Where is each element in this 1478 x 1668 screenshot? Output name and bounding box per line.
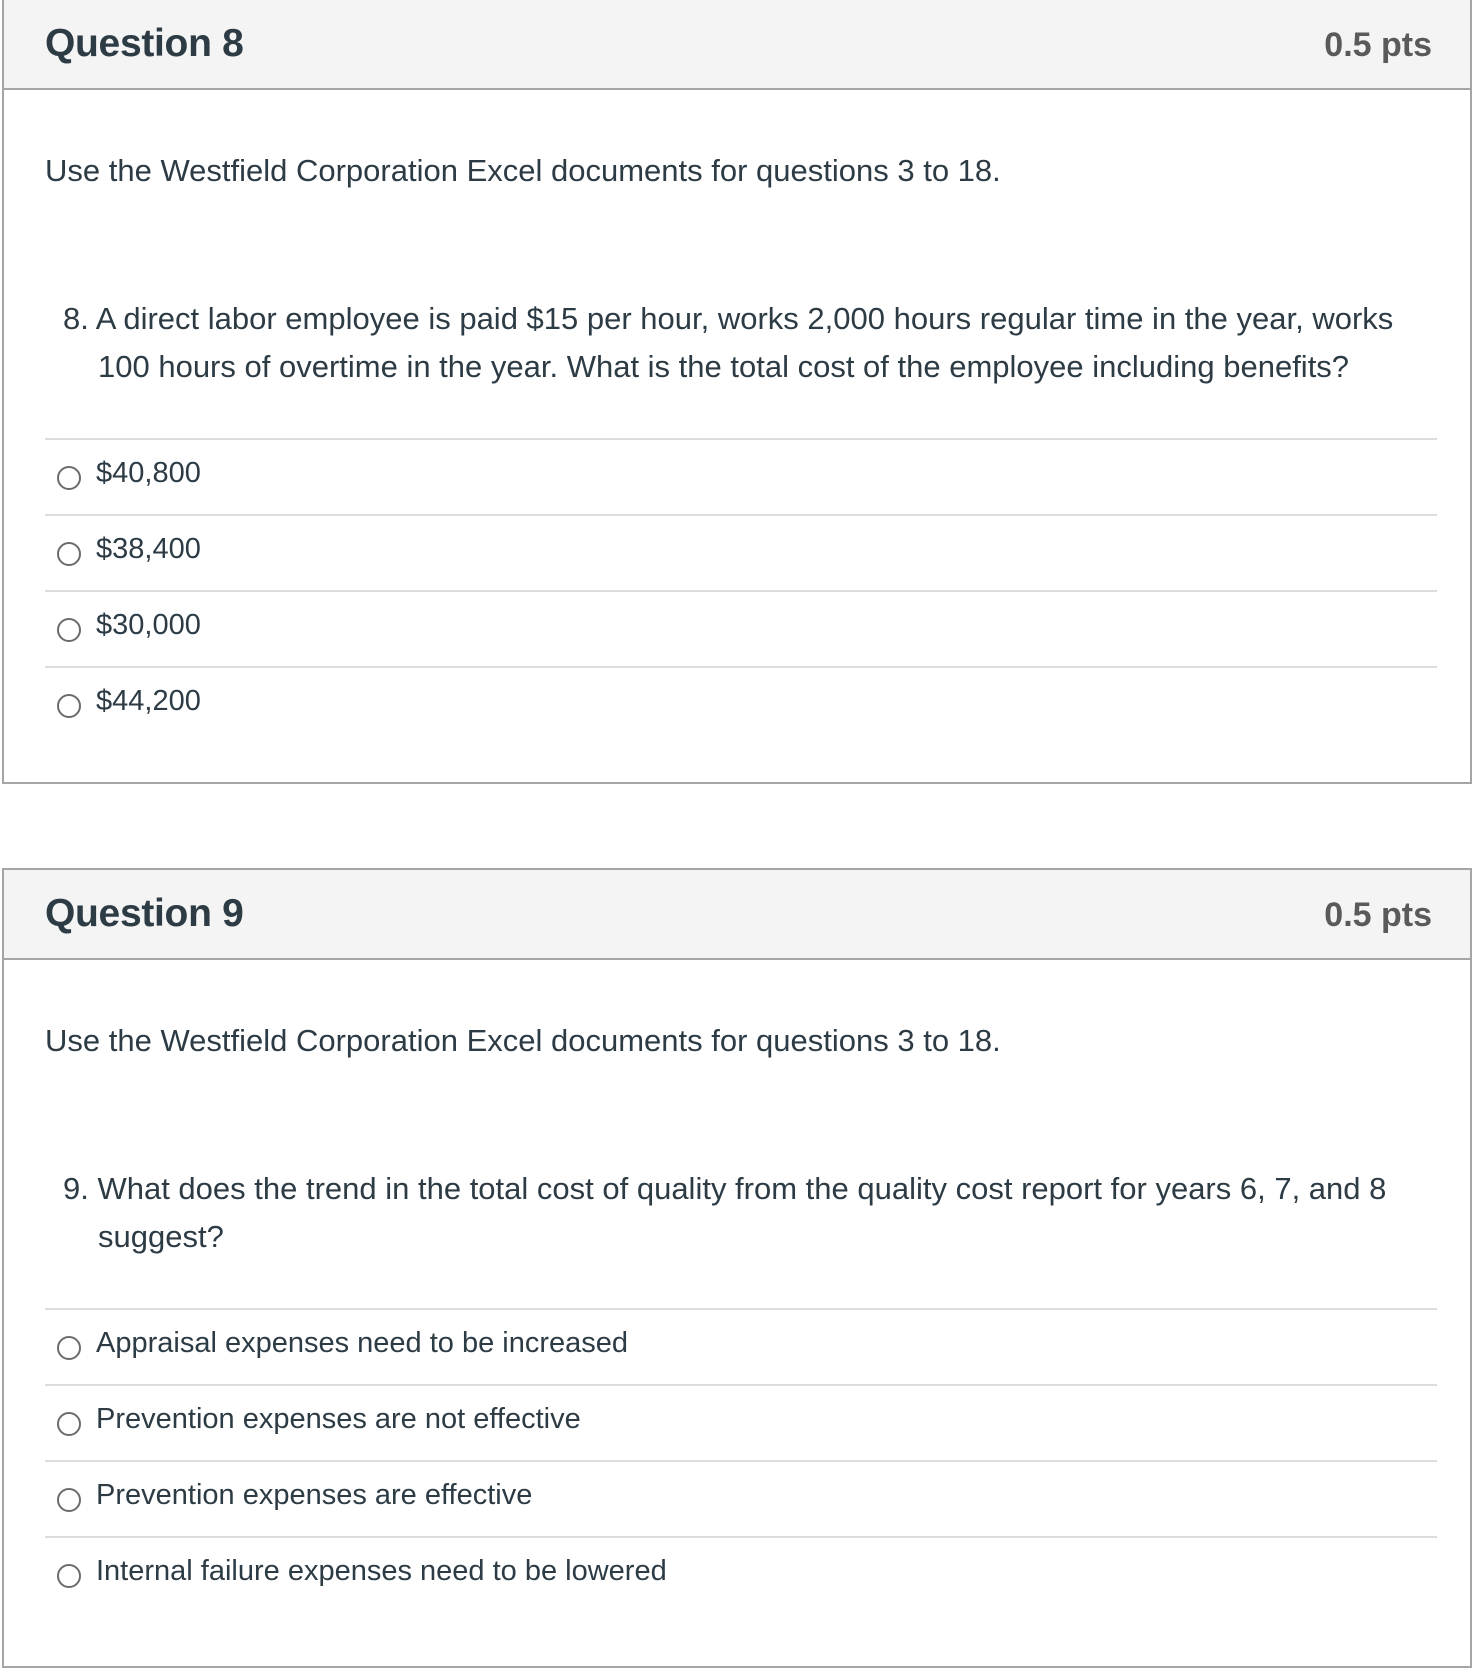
answer-option[interactable] — [45, 1308, 1437, 1384]
question-text: 8. A direct labor employee is paid $15 per hour, works 2,000 hours regular time in the year, works 100 hours of overtime in the year. What is the total cost of the employee including benefits? — [63, 301, 1394, 384]
radio-button-icon[interactable] — [57, 466, 81, 490]
answer-option[interactable] — [45, 1460, 1437, 1536]
question-title: Question 9 — [45, 892, 244, 935]
radio-button-icon[interactable] — [57, 694, 81, 718]
question-title: Question 8 — [45, 22, 244, 65]
answer-list — [45, 438, 1437, 742]
question-header — [4, 0, 1470, 90]
answer-label[interactable]: Prevention expenses are not effective — [96, 1403, 581, 1435]
answer-label[interactable]: $30,000 — [96, 609, 201, 641]
radio-button-icon[interactable] — [57, 1412, 81, 1436]
question-8-card — [2, 0, 1472, 784]
answer-label[interactable]: $40,800 — [96, 457, 201, 489]
question-header — [4, 870, 1470, 960]
answer-label[interactable]: Prevention expenses are effective — [96, 1479, 533, 1511]
question-intro: Use the Westfield Corporation Excel documents for questions 3 to 18. — [45, 153, 1001, 188]
answer-option[interactable] — [45, 590, 1437, 666]
answer-list — [45, 1308, 1437, 1612]
question-intro: Use the Westfield Corporation Excel documents for questions 3 to 18. — [45, 1023, 1001, 1058]
answer-option[interactable] — [45, 666, 1437, 742]
answer-label[interactable]: $38,400 — [96, 533, 201, 565]
question-points: 0.5 pts — [1324, 896, 1432, 934]
answer-option[interactable] — [45, 1384, 1437, 1460]
question-points: 0.5 pts — [1324, 26, 1432, 64]
answer-option[interactable] — [45, 1536, 1437, 1612]
answer-label[interactable]: Appraisal expenses need to be increased — [96, 1327, 629, 1359]
radio-button-icon[interactable] — [57, 1564, 81, 1588]
answer-option[interactable] — [45, 514, 1437, 590]
question-9-card — [2, 868, 1472, 1668]
question-text: 9. What does the trend in the total cost of quality from the quality cost report for years 6, 7, and 8 suggest? — [63, 1171, 1387, 1254]
radio-button-icon[interactable] — [57, 542, 81, 566]
radio-button-icon[interactable] — [57, 1488, 81, 1512]
answer-label[interactable]: $44,200 — [96, 685, 201, 717]
radio-button-icon[interactable] — [57, 618, 81, 642]
answer-option[interactable] — [45, 438, 1437, 514]
radio-button-icon[interactable] — [57, 1336, 81, 1360]
answer-label[interactable]: Internal failure expenses need to be lowered — [96, 1555, 667, 1587]
